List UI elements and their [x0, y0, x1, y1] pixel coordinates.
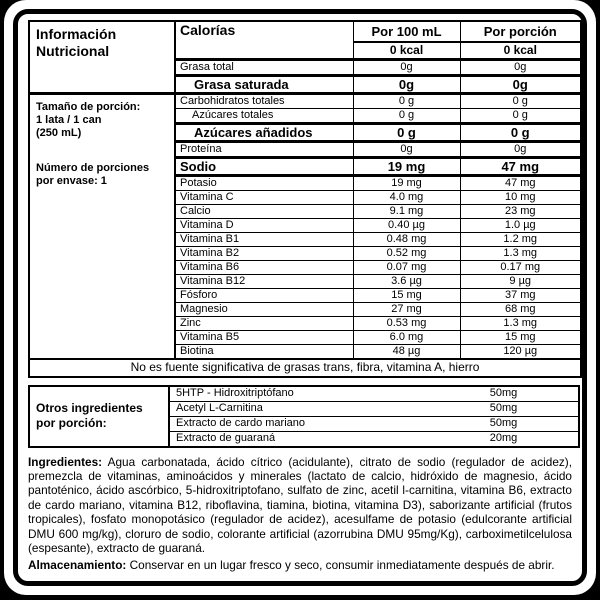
label-paragraphs: [28, 455, 572, 573]
nutrition-title: Información Nutricional: [29, 21, 175, 93]
value-per-100ml: 0.52 mg: [353, 246, 460, 260]
ingredients-text: Agua carbonatada, ácido cítrico (acidulante), citrato de sodio (regulador de acidez), premezcla de vitaminas, aminoácidos y minerales (lactato de calcio, hidróxido de magnesio, ácido pantoténico, ácido ascórbico, 5-hidroxitriptofano, sulfato de zinc, acetil l-carnitina, vitamina B6, extracto de cardo mariano, vitamina B12, riboflavina, tiamina, biotina, vitamina D3), saborizante artificial (frutos tropicales), fosfato monopotásico (regulador de acidez), acesulfame de potasio (edulcorante artificial DMU 600 mg/kg), cloruro de sodio, colorante artificial (azorrubina DMU 95mg/Kg), carboximetilcelulosa (espesante), extracto de guaraná.: [28, 454, 572, 555]
value-per-serving: 1.2 mg: [460, 232, 581, 246]
value-per-100ml: 9.1 mg: [353, 204, 460, 218]
ingredients-label: Ingredientes:: [28, 454, 103, 469]
value-per-100ml: 19 mg: [353, 175, 460, 190]
value-per-serving: 0 g: [460, 108, 581, 123]
value-per-100ml: 0g: [353, 75, 460, 93]
value-per-100ml: 3.6 µg: [353, 274, 460, 288]
table-row: [29, 93, 581, 108]
value-per-100ml: 0.40 µg: [353, 218, 460, 232]
label-card: [4, 0, 596, 595]
value-per-100ml: 15 mg: [353, 288, 460, 302]
value-per-100ml: 0.53 mg: [353, 316, 460, 330]
ingredients-paragraph: [28, 455, 572, 556]
ingredient-amount: 50mg: [429, 416, 579, 431]
ingredient-name: Extracto de cardo mariano: [169, 416, 429, 431]
label-frame: [13, 9, 587, 586]
value-per-serving: 0 g: [460, 93, 581, 108]
nutrient-label: Grasa saturada: [175, 75, 353, 93]
ingredient-amount: 20mg: [429, 431, 579, 447]
calories-per-serving: 0 kcal: [460, 42, 581, 59]
value-per-serving: 68 mg: [460, 302, 581, 316]
nutrient-label: Magnesio: [175, 302, 353, 316]
value-per-100ml: 0 g: [353, 123, 460, 141]
value-per-100ml: 0.07 mg: [353, 260, 460, 274]
value-per-100ml: 6.0 mg: [353, 330, 460, 344]
other-ingredients-table: [28, 385, 580, 448]
nutrient-label: Potasio: [175, 175, 353, 190]
value-per-serving: 15 mg: [460, 330, 581, 344]
nutrient-label: Zinc: [175, 316, 353, 330]
storage-paragraph: [28, 558, 572, 572]
nutrient-label: Sodio: [175, 157, 353, 175]
value-per-serving: 47 mg: [460, 157, 581, 175]
ingredient-amount: 50mg: [429, 401, 579, 416]
footnote-row: [29, 359, 581, 377]
value-per-serving: 37 mg: [460, 288, 581, 302]
serving-size-volume: (250 mL): [36, 126, 82, 139]
nutrient-label: Proteína: [175, 141, 353, 157]
value-per-100ml: 0.48 mg: [353, 232, 460, 246]
other-ingredients-label: Otros ingredientes por porción:: [29, 386, 169, 447]
table-header-row: [29, 21, 581, 42]
value-per-serving: 0g: [460, 75, 581, 93]
serving-size: [36, 101, 168, 140]
nutrient-label: Vitamina B1: [175, 232, 353, 246]
nutrient-label: Vitamina B5: [175, 330, 353, 344]
no-significant-source-note: No es fuente significativa de grasas trans, fibra, vitamina A, hierro: [29, 359, 581, 377]
value-per-100ml: 0 g: [353, 108, 460, 123]
nutrient-label: Vitamina B12: [175, 274, 353, 288]
table-row: [29, 386, 579, 402]
nutrient-label: Vitamina D: [175, 218, 353, 232]
value-per-100ml: 19 mg: [353, 157, 460, 175]
column-header-per-serving: Por porción: [460, 21, 581, 42]
calories-per-100ml: 0 kcal: [353, 42, 460, 59]
nutrient-label: Vitamina B2: [175, 246, 353, 260]
value-per-serving: 0g: [460, 141, 581, 157]
label-content: [28, 20, 572, 573]
value-per-100ml: 4.0 mg: [353, 190, 460, 204]
serving-info-cell: [29, 93, 175, 359]
nutrient-label: Vitamina C: [175, 190, 353, 204]
value-per-serving: 1.0 µg: [460, 218, 581, 232]
nutrient-label: Calcio: [175, 204, 353, 218]
value-per-serving: 120 µg: [460, 344, 581, 359]
ingredient-name: 5HTP - Hidroxitriptófano: [169, 386, 429, 402]
nutrient-label: Azúcares totales: [175, 108, 353, 123]
value-per-100ml: 27 mg: [353, 302, 460, 316]
storage-label: Almacenamiento:: [28, 558, 127, 573]
value-per-100ml: 0 g: [353, 93, 460, 108]
serving-size-label: Tamaño de porción:: [36, 100, 141, 113]
ingredient-name: Extracto de guaraná: [169, 431, 429, 447]
servings-per-container: Número de porciones por envase: 1: [36, 161, 150, 187]
value-per-serving: 0g: [460, 59, 581, 75]
value-per-serving: 0 g: [460, 123, 581, 141]
value-per-serving: 47 mg: [460, 175, 581, 190]
nutrient-label: Vitamina B6: [175, 260, 353, 274]
value-per-serving: 1.3 mg: [460, 316, 581, 330]
serving-size-value: 1 lata / 1 can: [36, 113, 102, 126]
nutrient-label: Biotina: [175, 344, 353, 359]
nutrient-label: Azúcares añadidos: [175, 123, 353, 141]
nutrient-label: Carbohidratos totales: [175, 93, 353, 108]
ingredient-amount: 50mg: [429, 386, 579, 402]
value-per-100ml: 0g: [353, 141, 460, 157]
column-header-per-100ml: Por 100 mL: [353, 21, 460, 42]
value-per-serving: 23 mg: [460, 204, 581, 218]
value-per-serving: 10 mg: [460, 190, 581, 204]
calories-label: Calorías: [175, 21, 353, 59]
value-per-100ml: 48 µg: [353, 344, 460, 359]
value-per-serving: 9 µg: [460, 274, 581, 288]
storage-text: Conservar en un lugar fresco y seco, consumir inmediatamente después de abrir.: [126, 558, 555, 573]
value-per-100ml: 0g: [353, 59, 460, 75]
ingredient-name: Acetyl L-Carnitina: [169, 401, 429, 416]
nutrient-label: Grasa total: [175, 59, 353, 75]
nutrition-facts-table: [28, 20, 582, 378]
value-per-serving: 0.17 mg: [460, 260, 581, 274]
nutrient-label: Fósforo: [175, 288, 353, 302]
value-per-serving: 1.3 mg: [460, 246, 581, 260]
